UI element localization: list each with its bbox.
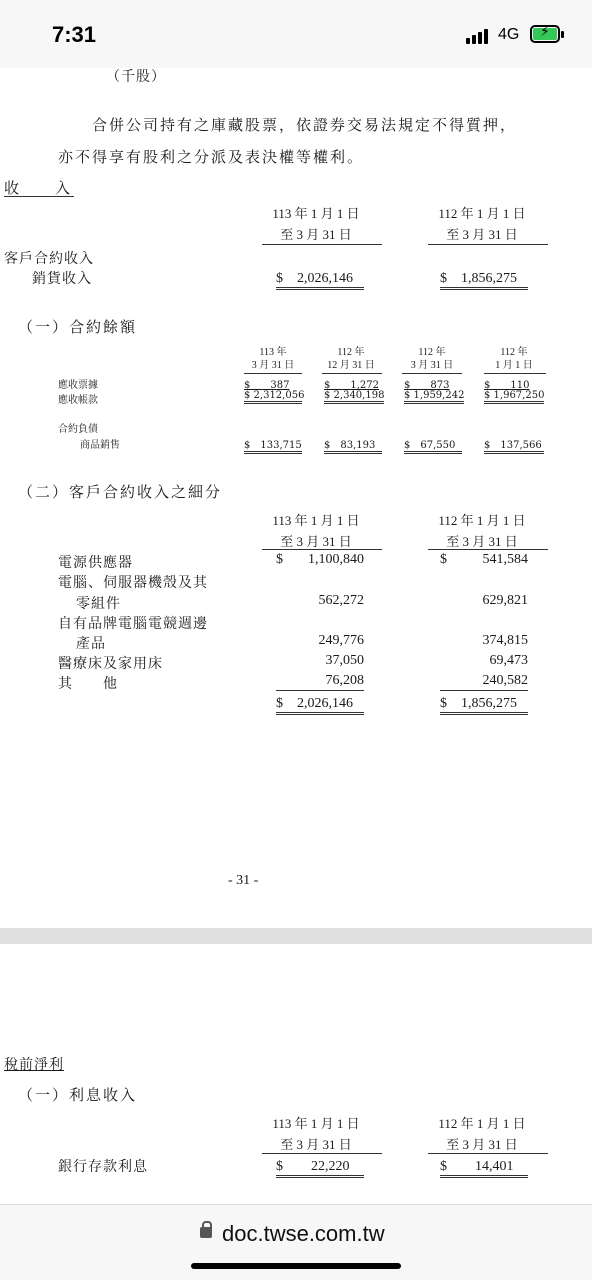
period-a-header [254, 203, 378, 245]
breakdown-period-b-header [420, 510, 544, 552]
interest-period-a-header [254, 1113, 378, 1155]
note-line-2: 亦不得享有股利之分派及表決權等權利。 [58, 148, 365, 166]
bal-col-3-line1: 112 年 [418, 347, 446, 358]
accounts-receivable-label: 應收帳款 [58, 395, 98, 406]
notes-receivable-4: $ 110 [484, 380, 530, 391]
battery-icon: ⚡ [530, 25, 560, 43]
breakdown-dollar-a: $ [276, 552, 283, 567]
page-gap [0, 928, 592, 944]
breakdown-period-a-header [254, 510, 378, 552]
status-bar [0, 0, 592, 68]
page-number: - 31 - [228, 873, 259, 888]
section-revenue-breakdown: （二）客戶合約收入之細分 [18, 483, 223, 501]
lock-icon [200, 1227, 212, 1238]
period-b-line2: 至 3 月 31 日 [446, 227, 518, 242]
accounts-receivable-3: $ 1,959,242 [404, 390, 464, 404]
period-b-header [420, 203, 544, 245]
sales-label: 銷貨收入 [32, 271, 92, 287]
interest-period-a-line1: 113 年 1 月 1 日 [272, 1116, 360, 1131]
note-line-1: 合併公司持有之庫藏股票，依證券交易法規定不得質押， [92, 116, 518, 134]
url-text[interactable]: doc.twse.com.tw [222, 1221, 385, 1246]
bank-interest-b: $ 14,401 [440, 1155, 528, 1178]
bank-interest-label: 銀行存款利息 [58, 1159, 148, 1175]
accounts-receivable-4: $ 1,967,250 [484, 390, 544, 404]
breakdown-label-power-supply: 電源供應器 [58, 555, 133, 571]
breakdown-label-gaming-line1: 自有品牌電腦電競週邊 [58, 616, 208, 632]
bal-col-1-line1: 113 年 [259, 347, 287, 358]
breakdown-value-b-beds: 69,473 [489, 653, 528, 668]
signal-icon [466, 28, 492, 44]
sales-value-b: $ 1,856,275 [440, 267, 528, 290]
notes-receivable-2: $ 1,272 [324, 380, 379, 391]
bal-col-4-header [484, 346, 544, 372]
period-a-rule [262, 244, 382, 245]
interest-period-b-line1: 112 年 1 月 1 日 [438, 1116, 526, 1131]
breakdown-label-chassis-line1: 電腦、伺服器機殼及其 [58, 575, 208, 591]
breakdown-total-b: $ 1,856,275 [440, 692, 528, 715]
browser-address-bar[interactable] [0, 1204, 592, 1280]
bal-col-2-line2: 12 月 31 日 [327, 360, 375, 371]
bal-col-4-line2: 1 月 1 日 [495, 360, 533, 371]
contract-liability-3: $ 67,550 [404, 436, 462, 454]
period-b-line1: 112 年 1 月 1 日 [438, 206, 526, 221]
network-type: 4G [498, 26, 520, 43]
breakdown-label-other: 其 他 [58, 676, 118, 692]
breakdown-period-b-line1: 112 年 1 月 1 日 [438, 513, 526, 528]
interest-period-b-rule [428, 1153, 548, 1154]
breakdown-subtotal-rule-a [276, 690, 364, 691]
bal-col-4-line1: 112 年 [500, 347, 528, 358]
contract-liability-2: $ 83,193 [324, 436, 382, 454]
breakdown-value-a-power-supply: 1,100,840 [308, 552, 364, 567]
bal-col-3-header [402, 346, 462, 372]
accounts-receivable-1: $ 2,312,056 [244, 390, 302, 404]
breakdown-label-beds: 醫療床及家用床 [58, 656, 163, 672]
section-contract-balance: （一）合約餘額 [18, 318, 138, 336]
bal-col-1-line2: 3 月 31 日 [251, 360, 295, 371]
interest-period-a-rule [262, 1153, 382, 1154]
breakdown-total-a: $ 2,026,146 [276, 692, 364, 715]
bal-col-4-rule [484, 373, 546, 374]
period-a-line2: 至 3 月 31 日 [280, 227, 352, 242]
bal-col-3-line2: 3 月 31 日 [410, 360, 454, 371]
breakdown-period-a-rule [262, 549, 382, 550]
breakdown-value-a-gaming: 249,776 [318, 633, 364, 648]
period-b-rule [428, 244, 548, 245]
period-a-line1: 113 年 1 月 1 日 [272, 206, 360, 221]
breakdown-period-a-line2: 至 3 月 31 日 [280, 534, 352, 549]
home-indicator[interactable] [191, 1263, 401, 1269]
interest-period-b-header [420, 1113, 544, 1155]
breakdown-subtotal-rule-b [440, 690, 528, 691]
bal-col-1-header [244, 346, 302, 372]
breakdown-label-gaming-line2: 產品 [76, 636, 106, 652]
contract-liability-label: 合約負債 [58, 424, 98, 435]
breakdown-label-chassis-line2: 零組件 [76, 596, 121, 612]
sales-value-a: $ 2,026,146 [276, 267, 364, 290]
breakdown-value-b-other: 240,582 [482, 673, 528, 688]
bal-col-1-rule [244, 373, 302, 374]
interest-period-b-line2: 至 3 月 31 日 [446, 1137, 518, 1152]
breakdown-value-a-beds: 37,050 [325, 653, 364, 668]
contract-revenue-label: 客戶合約收入 [4, 251, 94, 267]
interest-period-a-line2: 至 3 月 31 日 [280, 1137, 352, 1152]
bal-col-3-rule [402, 373, 462, 374]
bal-col-2-header [320, 346, 382, 372]
notes-receivable-label: 應收票據 [58, 380, 98, 391]
breakdown-period-a-line1: 113 年 1 月 1 日 [272, 513, 360, 528]
unit-label: （千股） [106, 69, 166, 85]
bal-col-2-rule [322, 373, 382, 374]
notes-receivable-1: $ 387 [244, 380, 290, 391]
breakdown-period-b-rule [428, 549, 548, 550]
bank-interest-a: $ 22,220 [276, 1155, 364, 1178]
breakdown-dollar-b: $ [440, 552, 447, 567]
status-time: 7:31 [52, 22, 97, 47]
breakdown-period-b-line2: 至 3 月 31 日 [446, 534, 518, 549]
revenue-heading: 收 入 [4, 179, 73, 197]
section-interest-income: （一）利息收入 [18, 1086, 138, 1104]
revenue-heading-underline [4, 196, 74, 197]
bal-col-2-line1: 112 年 [337, 347, 365, 358]
notes-receivable-3: $ 873 [404, 380, 450, 391]
breakdown-value-b-gaming: 374,815 [482, 633, 528, 648]
breakdown-value-b-power-supply: 541,584 [482, 552, 528, 567]
breakdown-value-a-other: 76,208 [325, 673, 364, 688]
breakdown-value-a-chassis: 562,272 [318, 593, 364, 608]
accounts-receivable-2: $ 2,340,198 [324, 390, 384, 404]
contract-liability-4: $ 137,566 [484, 436, 544, 454]
pretax-income-heading: 稅前淨利 [4, 1057, 64, 1073]
breakdown-value-b-chassis: 629,821 [482, 593, 528, 608]
contract-liability-1: $ 133,715 [244, 436, 302, 454]
goods-sale-label: 商品銷售 [80, 440, 120, 451]
